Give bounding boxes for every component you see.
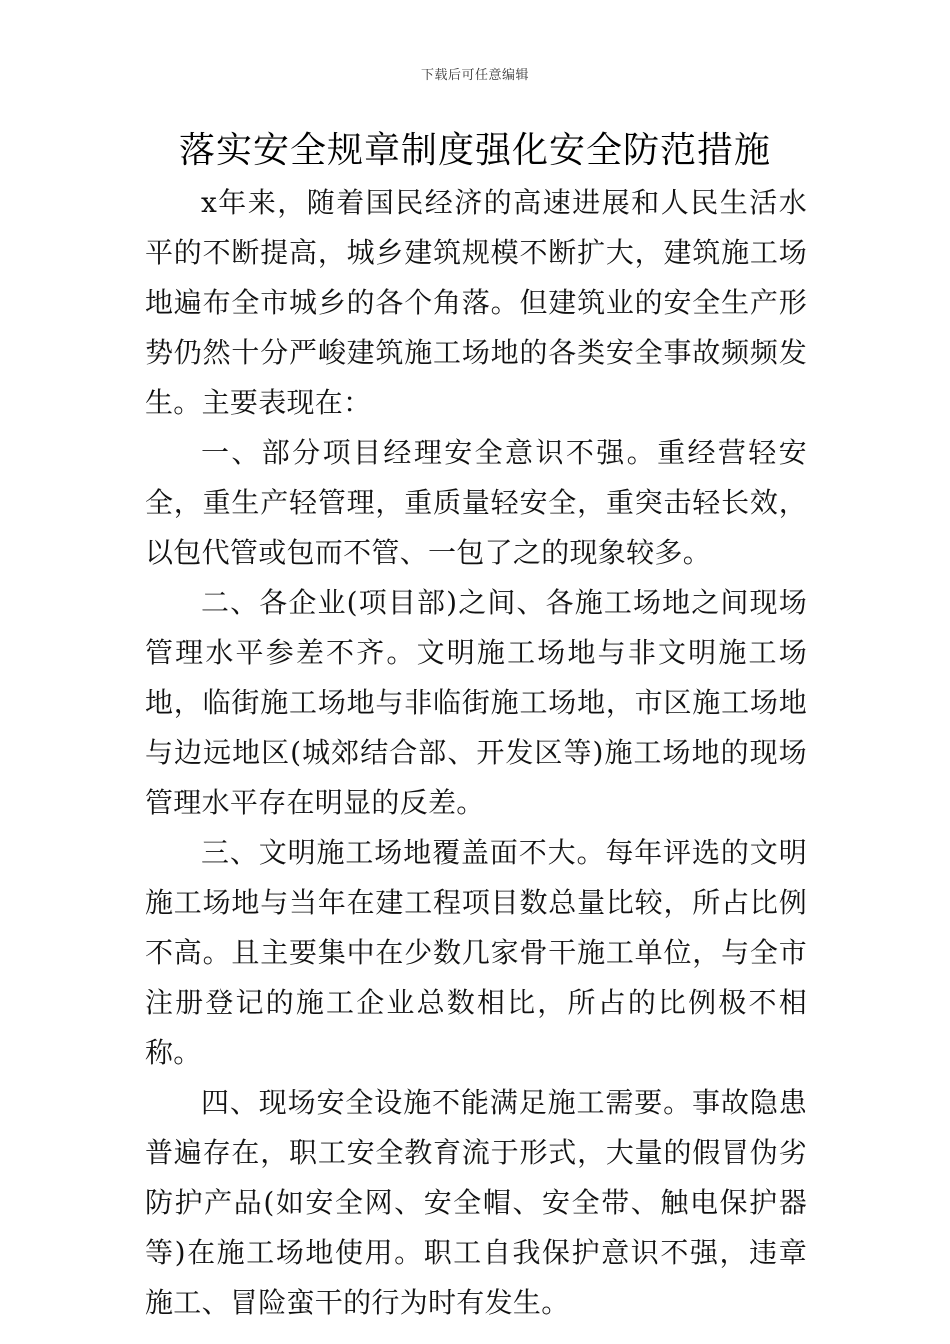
document-body [145, 178, 807, 1328]
document-title: 落实安全规章制度强化安全防范措施 [178, 130, 771, 171]
paragraph-point-1: 一、部分项目经理安全意识不强。重经营轻安全，重生产轻管理，重质量轻安全，重突击轻长效，以包代管或包而不管、一包了之的现象较多。 [145, 436, 807, 569]
header-note: 下载后可任意编辑 [420, 68, 529, 83]
paragraph-point-2: 二、各企业(项目部)之间、各施工场地之间现场管理水平参差不齐。文明施工场地与非文明施工场地，临街施工场地与非临街施工场地，市区施工场地与边远地区(城郊结合部、开发区等)施工场地的现场管理水平存在明显的反差。 [145, 586, 807, 819]
paragraph-point-4: 四、现场安全设施不能满足施工需要。事故隐患普遍存在，职工安全教育流于形式，大量的假冒伪劣防护产品(如安全网、安全帽、安全带、触电保护器等)在施工场地使用。职工自我保护意识不强，违章施工、冒险蛮干的行为时有发生。 [145, 1086, 807, 1319]
paragraph-point-3: 三、文明施工场地覆盖面不大。每年评选的文明施工场地与当年在建工程项目数总量比较，所占比例不高。且主要集中在少数几家骨干施工单位，与全市注册登记的施工企业总数相比，所占的比例极不相称。 [145, 836, 807, 1069]
paragraph-intro: x年来，随着国民经济的高速进展和人民生活水平的不断提高，城乡建筑规模不断扩大，建筑施工场地遍布全市城乡的各个角落。但建筑业的安全生产形势仍然十分严峻建筑施工场地的各类安全事故频频发生。主要表现在： [145, 186, 807, 419]
